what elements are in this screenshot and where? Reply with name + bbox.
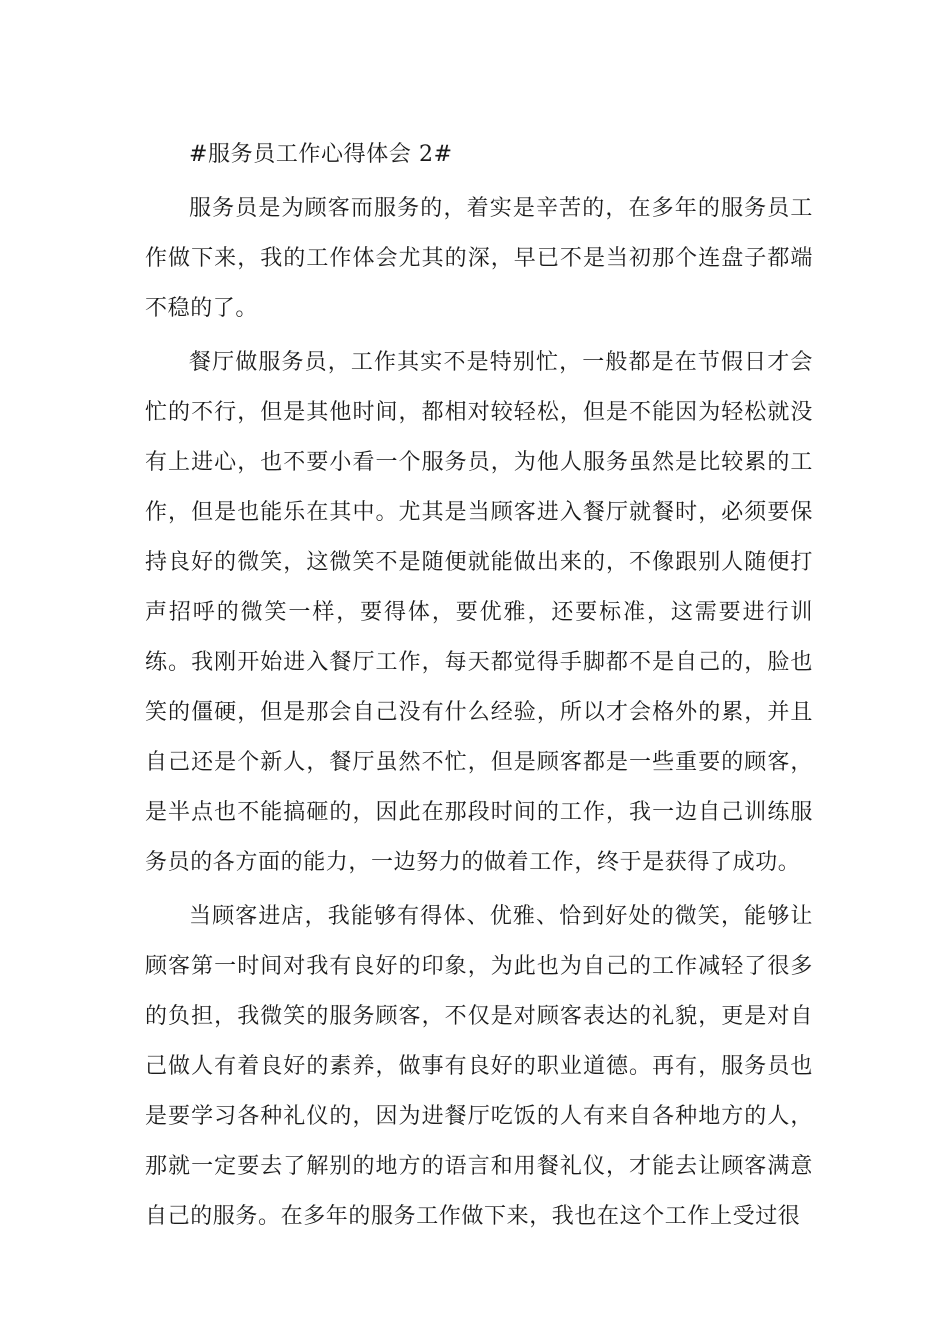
paragraph-2: 餐厅做服务员，工作其实不是特别忙，一般都是在节假日才会忙的不行，但是其他时间，都相对较轻松，但是不能因为轻松就没有上进心，也不要小看一个服务员，为他人服务虽然是比较累的工作，但是也能乐在其中。尤其是当顾客进入餐厅就餐时，必须要保持良好的微笑，这微笑不是随便就能做出来的，不像跟别人随便打声招呼的微笑一样，要得体，要优雅，还要标准，这需要进行训练。我刚开始进入餐厅工作，每天都觉得手脚都不是自己的，脸也笑的僵硬，但是那会自己没有什么经验，所以才会格外的累，并且自己还是个新人，餐厅虽然不忙，但是顾客都是一些重要的顾客，是半点也不能搞砸的，因此在那段时间的工作，我一边自己训练服务员的各方面的能力，一边努力的做着工作，终于是获得了成功。 (145, 350, 813, 875)
section-heading: #服务员工作心得体会 2# (189, 142, 453, 167)
document-body (145, 130, 813, 1242)
paragraph-3: 当顾客进店，我能够有得体、优雅、恰到好处的微笑，能够让顾客第一时间对我有良好的印象，为此也为自己的工作减轻了很多的负担，我微笑的服务顾客，不仅是对顾客表达的礼貌，更是对自己做人有着良好的素养，做事有良好的职业道德。再有，服务员也是要学习各种礼仪的，因为进餐厅吃饭的人有来自各种地方的人，那就一定要去了解别的地方的语言和用餐礼仪，才能去让顾客满意自己的服务。在多年的服务工作做下来，我也在这个工作上受过很 (145, 904, 813, 1229)
paragraph-1: 服务员是为顾客而服务的，着实是辛苦的，在多年的服务员工作做下来，我的工作体会尤其的深，早已不是当初那个连盘子都端不稳的了。 (145, 196, 813, 321)
